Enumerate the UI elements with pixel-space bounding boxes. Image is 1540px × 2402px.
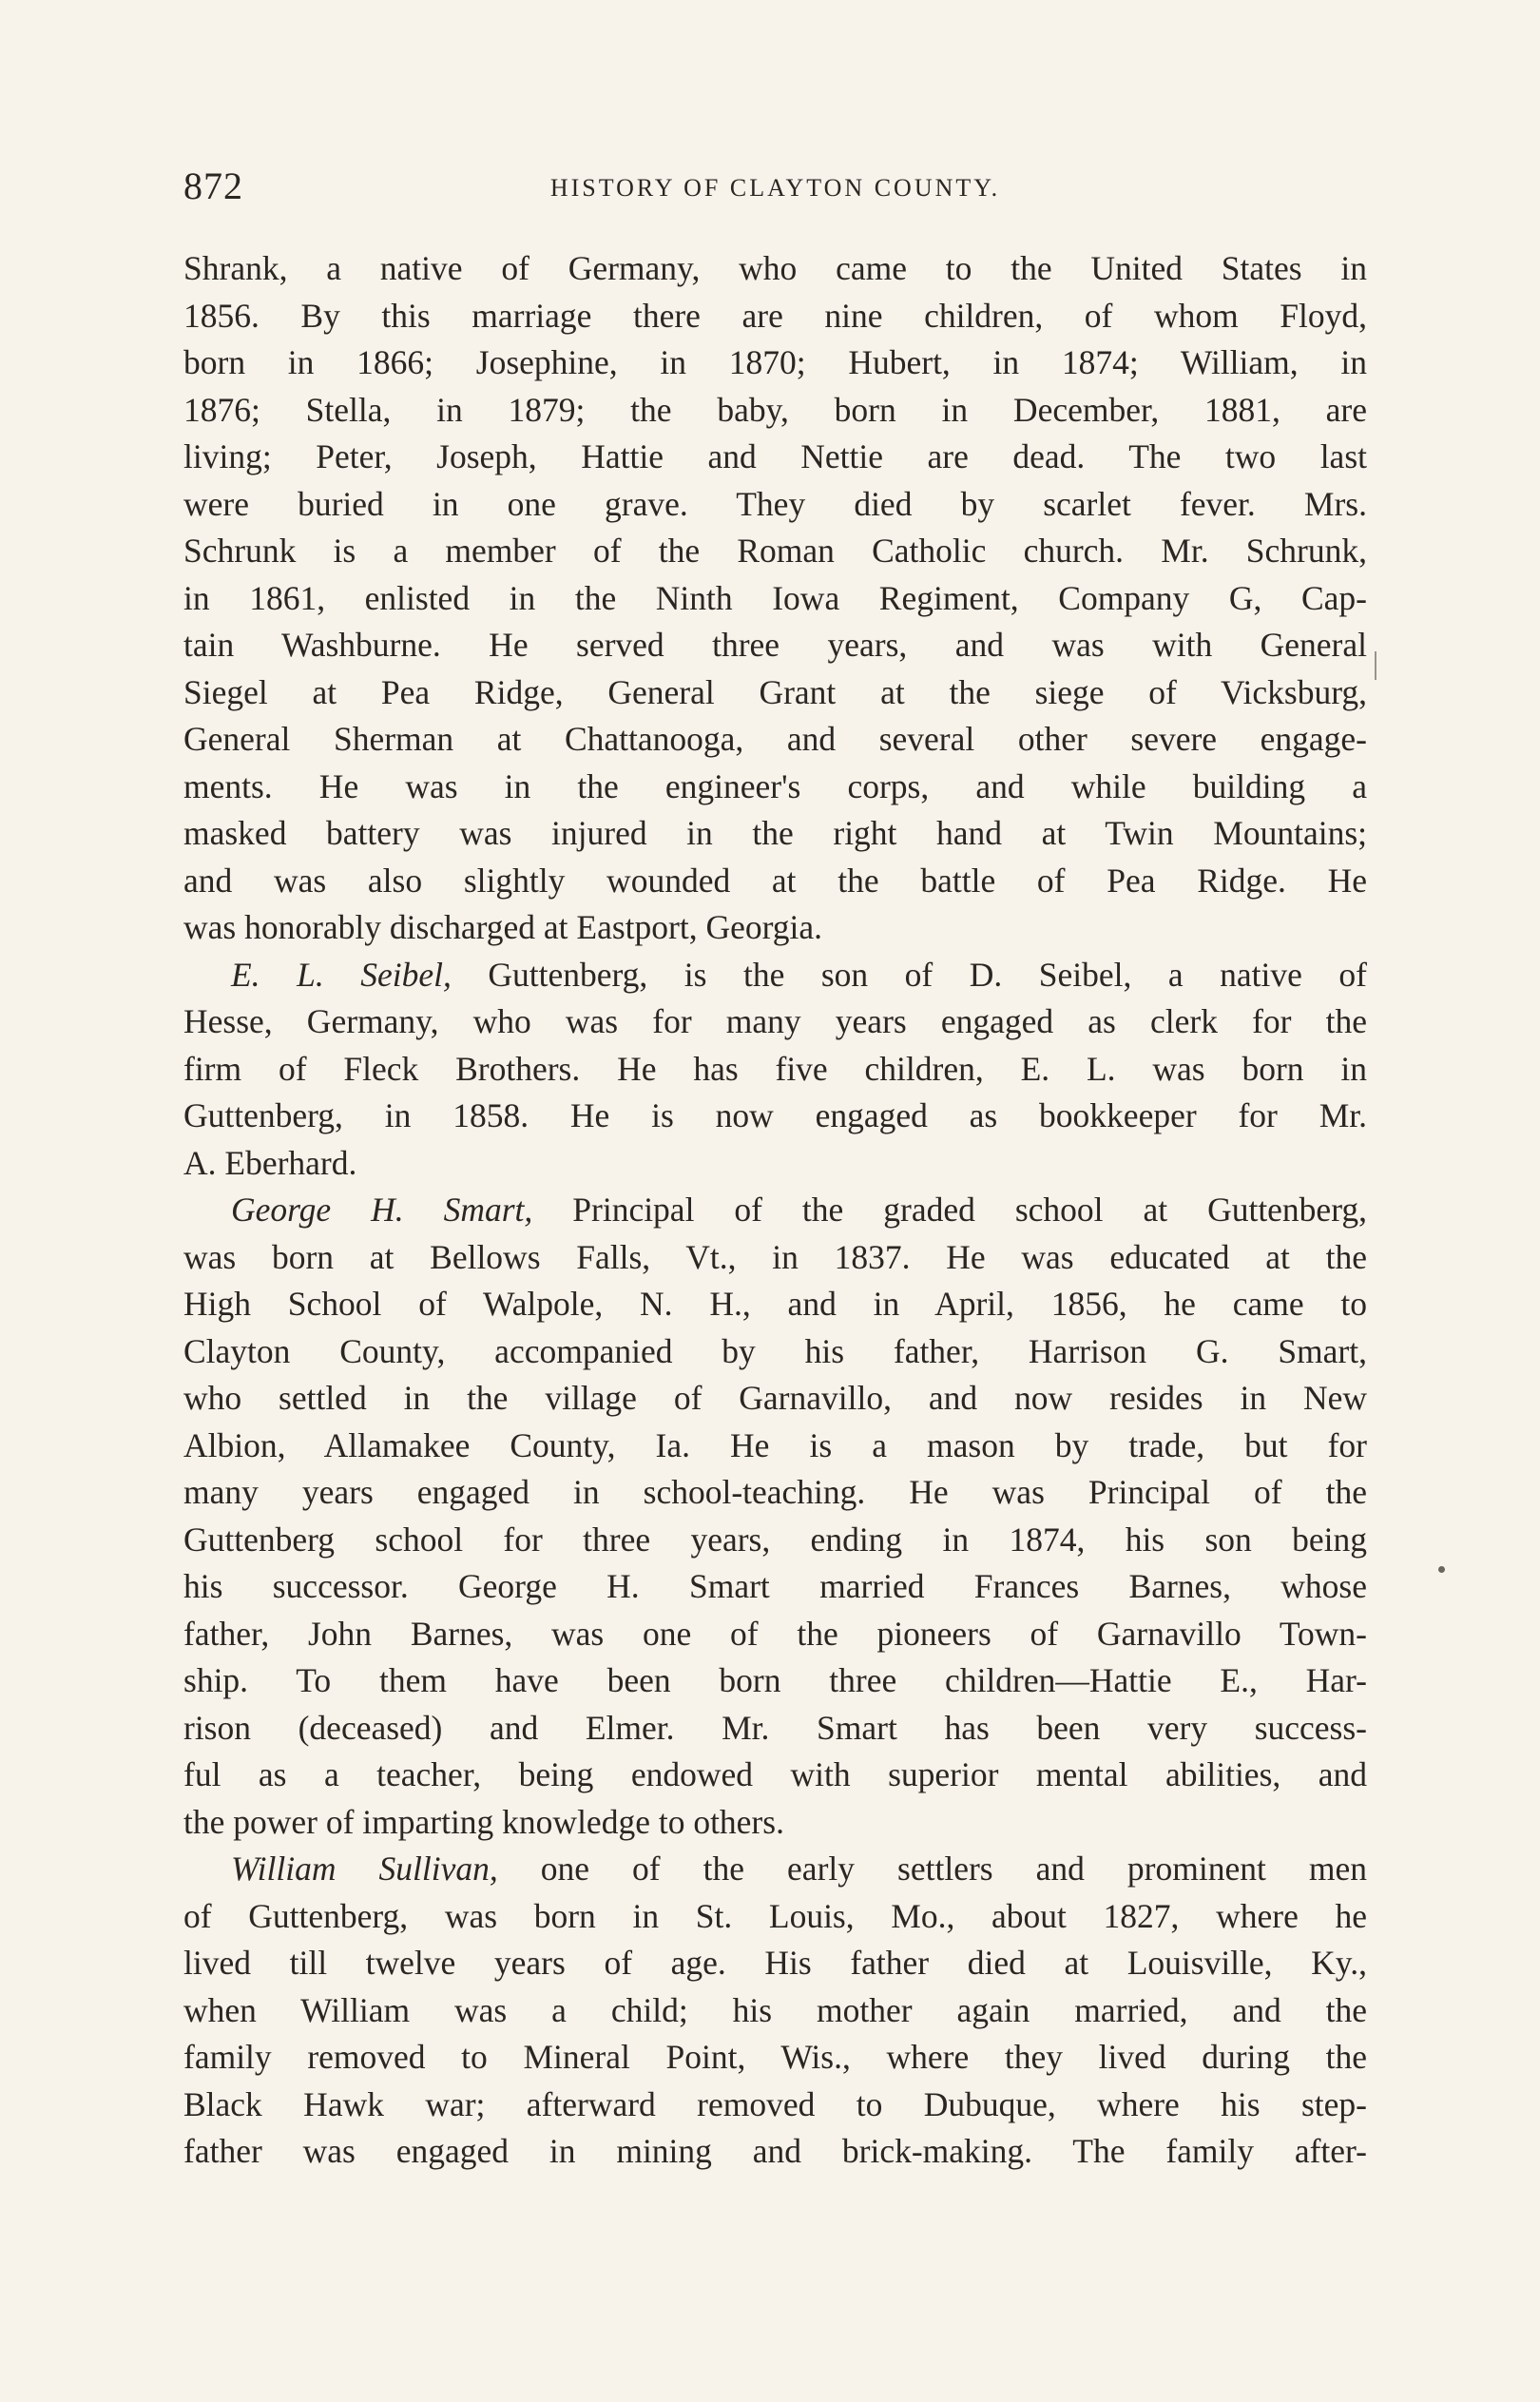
text-line: was honorably discharged at Eastport, Georgia. xyxy=(183,908,823,946)
person-name: George H. Smart, xyxy=(231,1191,533,1229)
entry-text: Principal of the graded school at Guttenberg, xyxy=(532,1191,1367,1229)
entry-sullivan xyxy=(183,1846,1367,1893)
text-line: ship. To them have been born three children—Hattie E., Har- xyxy=(183,1661,1367,1699)
page-header xyxy=(183,164,1367,209)
text-line: many years engaged in school-teaching. He was Principal of the xyxy=(183,1473,1367,1511)
entry-smart xyxy=(183,1187,1367,1234)
text-line: was born at Bellows Falls, Vt., in 1837. He was educated at the xyxy=(183,1237,1367,1276)
text-line: who settled in the village of Garnavillo, and now resides in New xyxy=(183,1379,1367,1417)
text-line: ments. He was in the engineer's corps, and while building a xyxy=(183,766,1367,805)
text-line: Hesse, Germany, who was for many years engaged as clerk for the xyxy=(183,1002,1367,1040)
person-name: William Sullivan, xyxy=(231,1850,498,1888)
margin-mark xyxy=(1375,651,1376,680)
text-line: 1856. By this marriage there are nine children, of whom Floyd, xyxy=(183,296,1367,335)
text-line: Albion, Allamakee County, Ia. He is a mason by trade, but for xyxy=(183,1425,1367,1464)
text-line: father was engaged in mining and brick-making. The family after- xyxy=(183,2132,1367,2170)
text-line: of Guttenberg, was born in St. Louis, Mo., about 1827, where he xyxy=(183,1896,1367,1935)
text-line: the power of imparting knowledge to others. xyxy=(183,1802,784,1841)
body-text xyxy=(183,245,1367,2176)
text-line: Siegel at Pea Ridge, General Grant at the siege of Vicksburg, xyxy=(183,672,1367,711)
text-line: and was also slightly wounded at the battle of Pea Ridge. He xyxy=(183,861,1367,900)
text-line: General Sherman at Chattanooga, and several other severe engage- xyxy=(183,720,1367,758)
text-line: masked battery was injured in the right hand at Twin Mountains; xyxy=(183,814,1367,852)
page-number: 872 xyxy=(183,165,243,207)
text-line: A. Eberhard. xyxy=(183,1143,357,1182)
text-line: were buried in one grave. They died by scarlet fever. Mrs. xyxy=(183,484,1367,523)
text-line: father, John Barnes, was one of the pioneers of Garnavillo Town- xyxy=(183,1614,1367,1653)
text-line: lived till twelve years of age. His father died at Louisville, Ky., xyxy=(183,1944,1367,1982)
text-line: 1876; Stella, in 1879; the baby, born in December, 1881, are xyxy=(183,390,1367,429)
person-name: E. L. Seibel, xyxy=(231,955,452,994)
text-line: tain Washburne. He served three years, and was with General xyxy=(183,626,1367,664)
text-line: when William was a child; his mother again married, and the xyxy=(183,1990,1367,2029)
text-line: Schrunk is a member of the Roman Catholic church. Mr. Schrunk, xyxy=(183,532,1367,570)
text-line: Guttenberg school for three years, ending in 1874, his son being xyxy=(183,1520,1367,1559)
text-line: Clayton County, accompanied by his father, Harrison G. Smart, xyxy=(183,1331,1367,1370)
entry-text: Guttenberg, is the son of D. Seibel, a native of xyxy=(451,955,1367,994)
text-line: Black Hawk war; afterward removed to Dubuque, where his step- xyxy=(183,2084,1367,2123)
text-line: born in 1866; Josephine, in 1870; Hubert, in 1874; William, in xyxy=(183,343,1367,381)
text-line: living; Peter, Joseph, Hattie and Nettie are dead. The two last xyxy=(183,437,1367,475)
text-line: his successor. George H. Smart married Frances Barnes, whose xyxy=(183,1567,1367,1605)
text-line: High School of Walpole, N. H., and in April, 1856, he came to xyxy=(183,1285,1367,1323)
text-line: rison (deceased) and Elmer. Mr. Smart has been very success- xyxy=(183,1708,1367,1747)
running-head: HISTORY OF CLAYTON COUNTY. xyxy=(549,174,1001,202)
entry-text: one of the early settlers and prominent men xyxy=(497,1850,1367,1888)
text-line: Guttenberg, in 1858. He is now engaged as bookkeeper for Mr. xyxy=(183,1096,1367,1134)
text-line: ful as a teacher, being endowed with superior mental abilities, and xyxy=(183,1755,1367,1793)
text-line: in 1861, enlisted in the Ninth Iowa Regiment, Company G, Cap- xyxy=(183,578,1367,617)
text-line: family removed to Mineral Point, Wis., where they lived during the xyxy=(183,2038,1367,2076)
entry-seibel xyxy=(183,952,1367,999)
text-line: Shrank, a native of Germany, who came to the United States in xyxy=(183,249,1367,287)
text-line: firm of Fleck Brothers. He has five children, E. L. was born in xyxy=(183,1049,1367,1088)
paper-speck xyxy=(1438,1566,1445,1573)
